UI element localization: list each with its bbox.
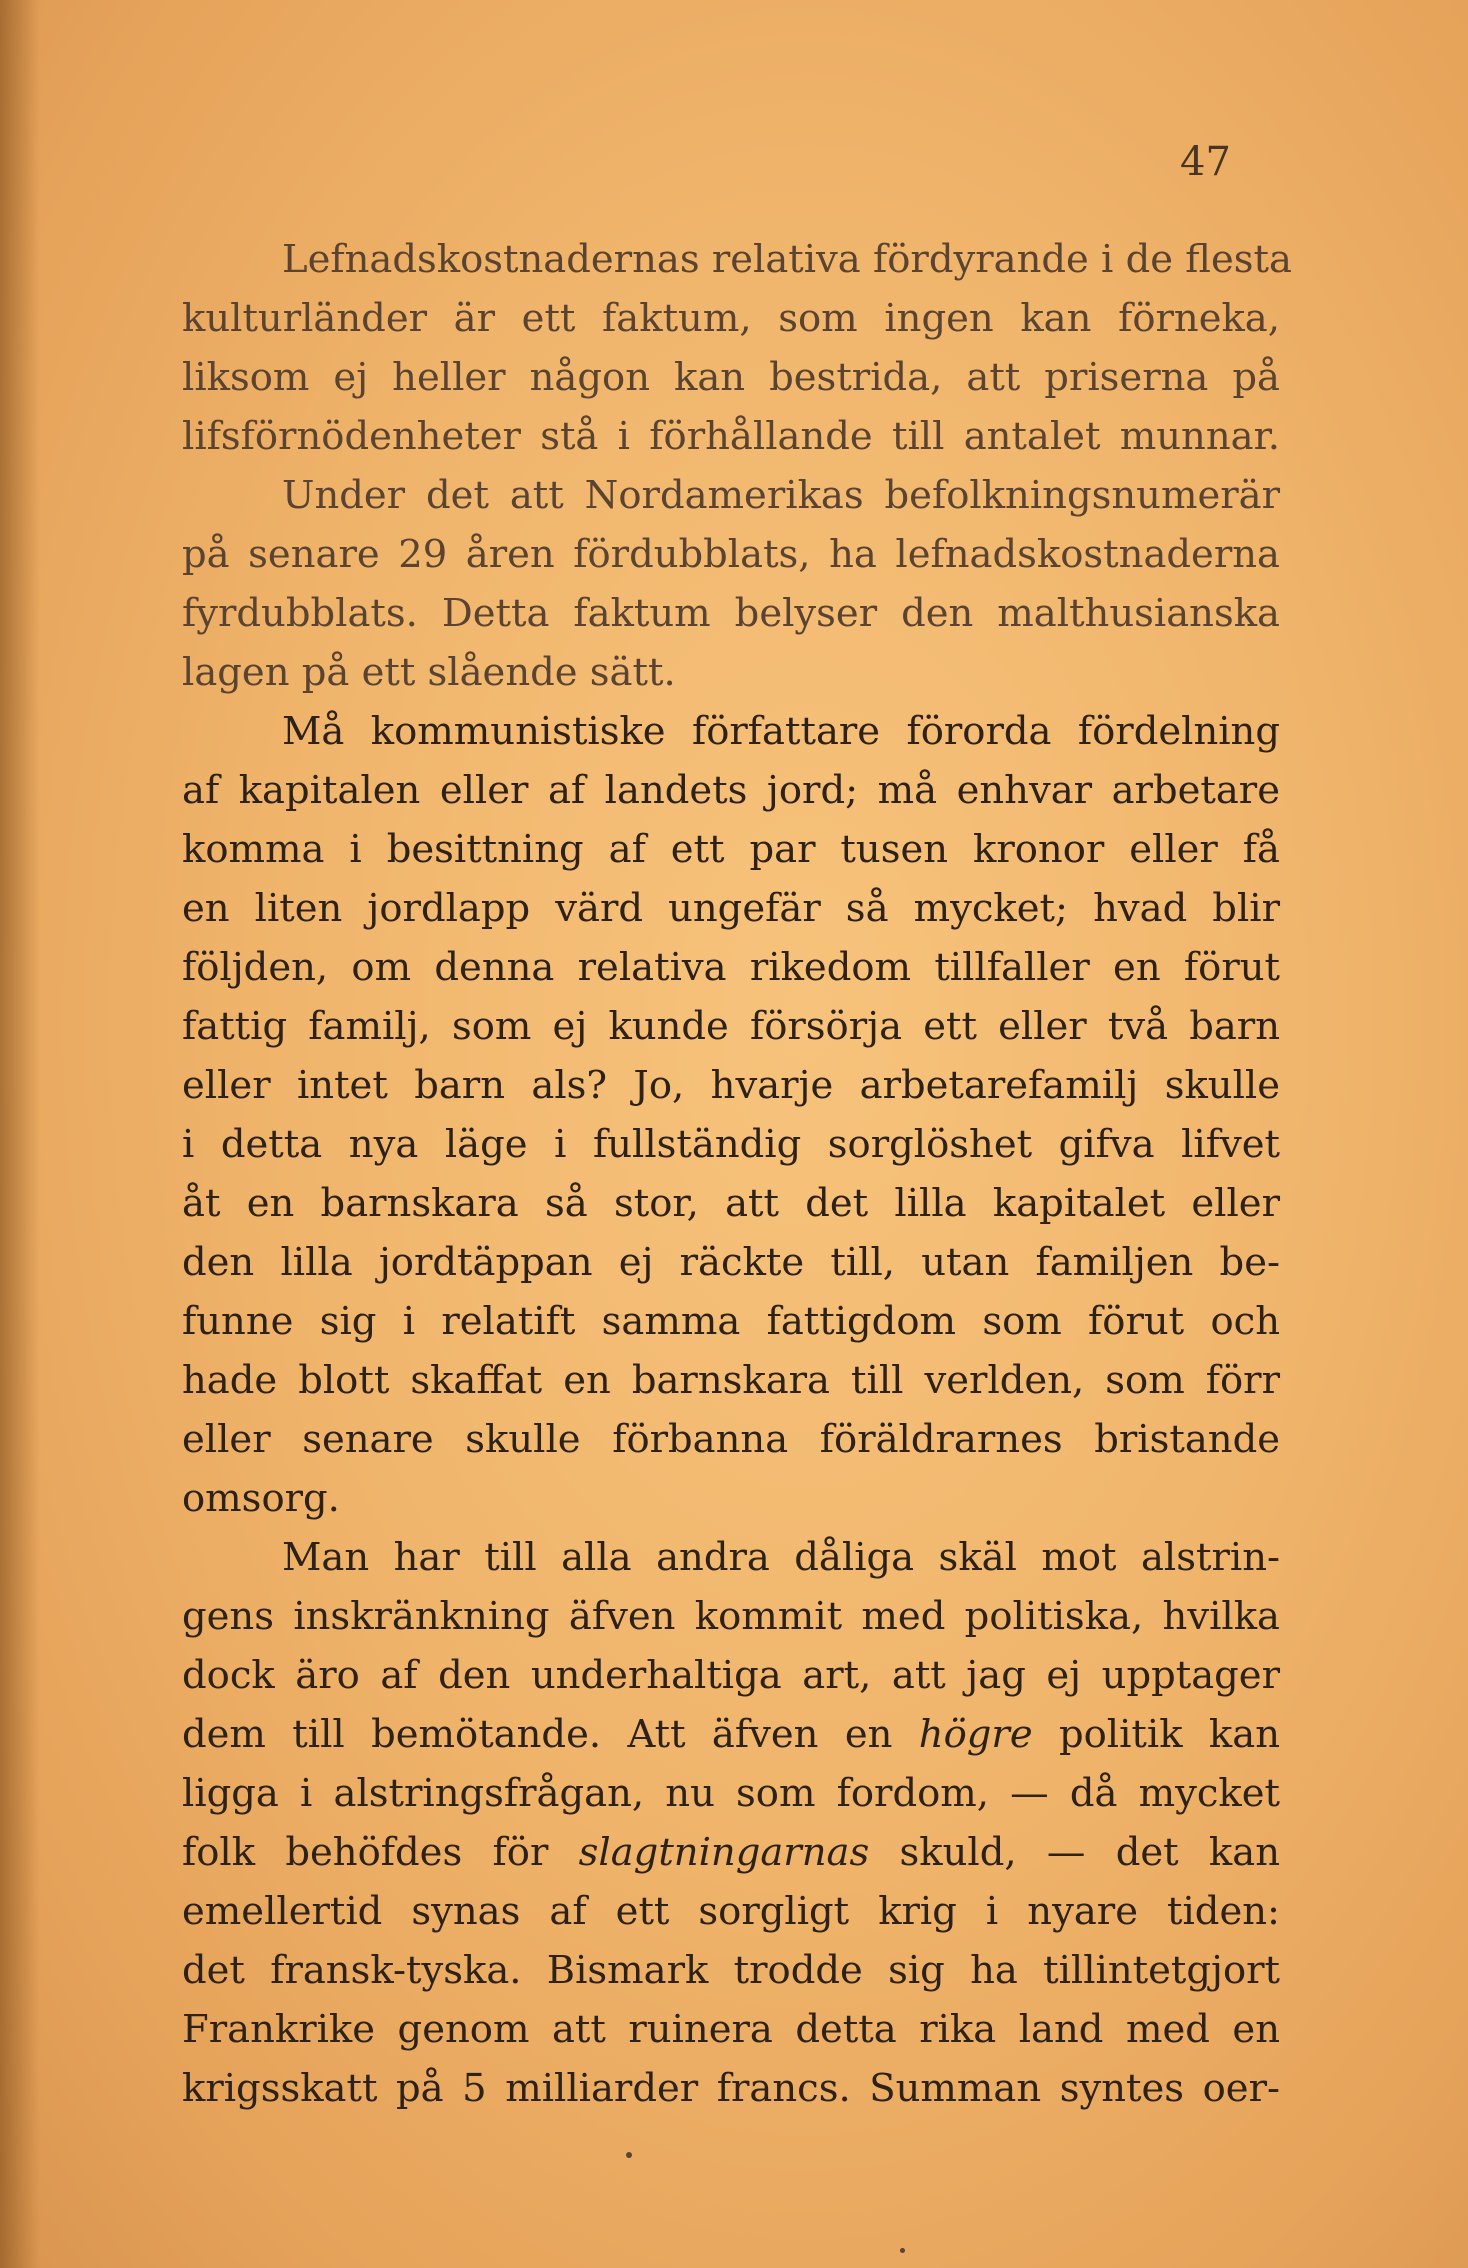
text-line bbox=[182, 1823, 1280, 1882]
text-line: eller intet barn als? Jo, hvarje arbetarefamilj skulle bbox=[182, 1063, 1280, 1108]
text-line: följden, om denna relativa rikedom tillfaller en förut bbox=[182, 945, 1280, 990]
text-segment: skuld, — det kan bbox=[869, 1830, 1280, 1875]
italic-word: högre bbox=[918, 1712, 1033, 1757]
paper-speck bbox=[626, 2152, 632, 2158]
spine-shadow bbox=[0, 0, 40, 2268]
text-line: omsorg. bbox=[182, 1476, 340, 1521]
text-line: Man har till alla andra dåliga skäl mot alstrin- bbox=[282, 1535, 1280, 1580]
text-line: fyrdubblats. Detta faktum belyser den malthusianska bbox=[182, 591, 1280, 636]
text-line: åt en barnskara så stor, att det lilla kapitalet eller bbox=[182, 1181, 1280, 1226]
text-segment: politik kan bbox=[1032, 1712, 1281, 1757]
text-line: en liten jordlapp värd ungefär så mycket; hvad blir bbox=[182, 886, 1280, 931]
text-line: emellertid synas af ett sorgligt krig i nyare tiden: bbox=[182, 1889, 1280, 1934]
text-line: eller senare skulle förbanna föräldrarnes bristande bbox=[182, 1417, 1280, 1462]
body-text bbox=[182, 230, 1292, 2118]
text-line: hade blott skaffat en barnskara till verlden, som förr bbox=[182, 1358, 1280, 1403]
text-line: lagen på ett slående sätt. bbox=[182, 650, 676, 695]
text-line: af kapitalen eller af landets jord; må enhvar arbetare bbox=[182, 768, 1280, 813]
text-line: liksom ej heller någon kan bestrida, att priserna på bbox=[182, 355, 1280, 400]
text-line: fattig familj, som ej kunde försörja ett eller två barn bbox=[182, 1004, 1280, 1049]
text-line: den lilla jordtäppan ej räckte till, utan familjen be- bbox=[182, 1240, 1280, 1285]
text-line: Må kommunistiske författare förorda fördelning bbox=[282, 709, 1280, 754]
text-line: ligga i alstringsfrågan, nu som fordom, — då mycket bbox=[182, 1771, 1280, 1816]
text-line: lifsförnödenheter stå i förhållande till antalet munnar. bbox=[182, 414, 1280, 459]
text-line: det fransk-tyska. Bismark trodde sig ha tillintetgjort bbox=[182, 1948, 1280, 1993]
text-line: i detta nya läge i fullständig sorglöshet gifva lifvet bbox=[182, 1122, 1280, 1167]
page-number: 47 bbox=[1180, 139, 1231, 185]
text-line: funne sig i relatift samma fattigdom som förut och bbox=[182, 1299, 1280, 1344]
text-line: komma i besittning af ett par tusen kronor eller få bbox=[182, 827, 1280, 872]
text-line: dock äro af den underhaltiga art, att jag ej upptager bbox=[182, 1653, 1280, 1698]
text-line: Under det att Nordamerikas befolkningsnumerär bbox=[282, 473, 1280, 518]
text-line: på senare 29 åren fördubblats, ha lefnadskostnaderna bbox=[182, 532, 1280, 577]
text-line: kulturländer är ett faktum, som ingen kan förneka, bbox=[182, 296, 1280, 341]
text-line: gens inskränkning äfven kommit med politiska, hvilka bbox=[182, 1594, 1280, 1639]
text-line: Lefnadskostnadernas relativa fördyrande i de flesta bbox=[282, 237, 1292, 282]
text-segment: dem till bemötande. Att äfven en bbox=[182, 1712, 919, 1757]
paper-speck bbox=[900, 2248, 905, 2253]
text-line: Frankrike genom att ruinera detta rika land med en bbox=[182, 2007, 1280, 2052]
italic-word: slagtningarnas bbox=[578, 1830, 870, 1875]
text-segment: folk behöfdes för bbox=[182, 1830, 579, 1875]
text-line: krigsskatt på 5 milliarder francs. Summan syntes oer- bbox=[182, 2066, 1280, 2111]
text-line bbox=[182, 1705, 1280, 1764]
